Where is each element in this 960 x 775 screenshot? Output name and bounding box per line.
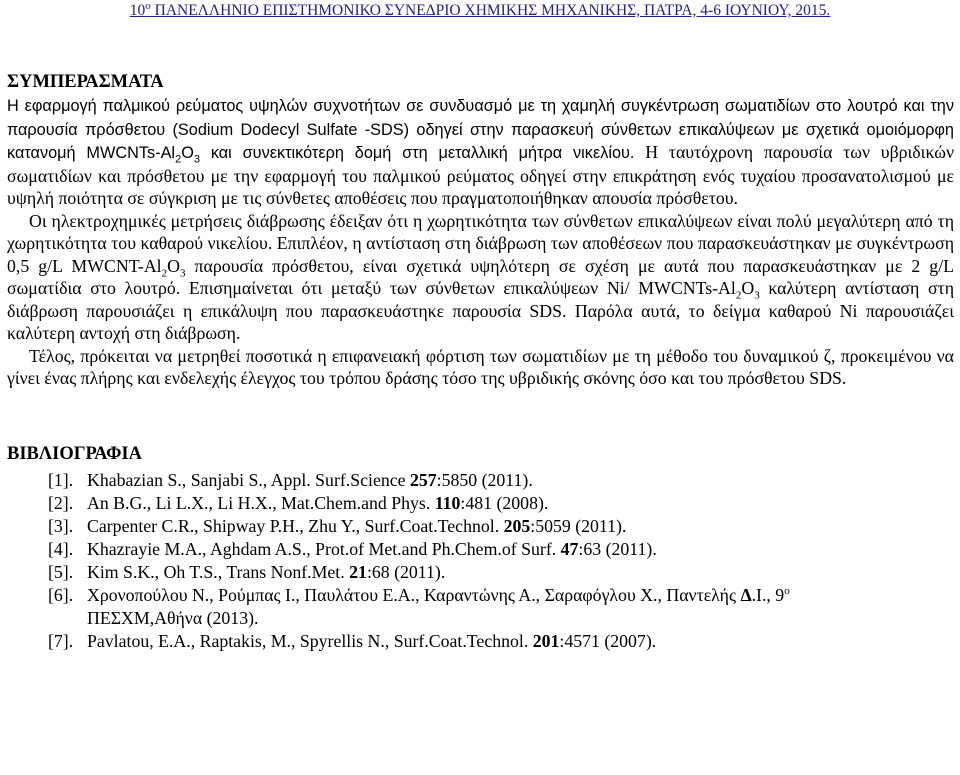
bibliography-heading: ΒΙΒΛΙΟΓΡΑΦΙΑ <box>7 443 142 464</box>
text-run: Χρονοπούλου Ν., Ρούμπας Ι., Παυλάτου Ε.Α., Καραντώνης Α., Σαραφόγλου Χ., Παντελής <box>87 584 741 605</box>
text-run: Kim S.K., Oh T.S., Trans Nonf.Met. <box>87 561 350 582</box>
subscript: 2 <box>735 289 742 302</box>
reference-number: [6]. <box>48 584 74 605</box>
reference-item <box>7 515 954 538</box>
reference-item <box>7 492 954 515</box>
volume: 110 <box>434 492 461 513</box>
author-initial: Δ <box>740 584 752 605</box>
subscript: 2 <box>175 153 182 166</box>
reference-text <box>85 584 790 630</box>
volume: 205 <box>503 515 531 536</box>
text-run: Pavlatou, E.A., Raptakis, M., Spyrellis N., Surf.Coat.Technol. <box>87 630 533 651</box>
conclusions-sentence-2: Η ταυτόχρονη παρουσία των υβριδικών σωματιδίων και πρόσθετου με την εφαρμογή του παλμικού ρεύματος οδηγεί στην επικράτηση ενός τυχαίου προσανατολισμού με υψηλή ποιότητα σε σύγκριση με τις σύνθετες αποθέσεις που πραγματοποιήθηκαν απουσία πρόσθετου. <box>7 142 954 208</box>
text-run: :5850 (2011). <box>436 469 533 490</box>
reference-text <box>85 515 626 538</box>
reference-number: [2]. <box>48 492 74 513</box>
reference-number: [5]. <box>48 561 74 582</box>
text-run: :4571 (2007). <box>559 630 657 651</box>
reference-text <box>85 630 656 653</box>
reference-item <box>7 469 954 492</box>
subscript: 3 <box>179 267 186 280</box>
text-run: Khabazian S., Sanjabi S., Appl. Surf.Science <box>87 469 410 490</box>
subscript: 3 <box>193 153 200 166</box>
volume: 21 <box>349 561 367 582</box>
volume: 47 <box>560 538 579 559</box>
reference-text <box>85 538 657 561</box>
volume: 257 <box>409 469 437 490</box>
conclusions-paragraph-1 <box>7 94 954 210</box>
reference-number: [3]. <box>48 515 74 536</box>
text-run: O <box>741 278 755 298</box>
text-run: παρουσία πρόσθετου, είναι σχετικά υψηλότερη σε σχέση με αυτά που παρασκευάστηκαν με 2 g/L σωματίδια στο λουτρό. Επισημαίνεται ότι μεταξύ των σύνθετων επικαλύψεων Ni/ MWCNTs-Al <box>7 255 955 298</box>
reference-number: [1]. <box>48 469 74 490</box>
reference-list <box>7 469 954 653</box>
text-run: O <box>167 255 180 276</box>
header-number: 10 <box>129 2 146 19</box>
text-run: :63 (2011). <box>578 538 657 559</box>
page-content <box>7 70 954 653</box>
conclusions-paragraph-3: Τέλος, πρόκειται να μετρηθεί ποσοτικά η επιφανειακή φόρτιση των σωματιδίων με τη μέθοδο του δυναμικού ζ, προκειμένου να γίνει ένας πλήρης και ενδελεχής έλεγχος του τρόπου δράσης τόσο της υβριδικής σκόνης όσο και του πρόσθετου SDS. <box>7 345 954 388</box>
reference-item <box>7 630 954 653</box>
text-run: An B.G., Li L.X., Li H.X., Mat.Chem.and Phys. <box>87 492 435 513</box>
reference-text <box>85 469 533 492</box>
text-run: ΠΕΣΧΜ,Αθήνα (2013). <box>87 607 259 628</box>
text-run: Carpenter C.R., Shipway P.H., Zhu Y., Surf.Coat.Technol. <box>87 515 504 536</box>
text-run: .Ι., 9 <box>751 584 785 605</box>
text-run: Οι ηλεκτροχημικές μετρήσεις διάβρωσης έδειξαν ότι η χωρητικότητα των σύνθετων επικαλύψεων είναι πολύ μεγαλύτερη από τη χωρητικότητα του καθαρού νικελίου. Επιπλέον, η αντίσταση στη διάβρωση των αποθέσεων που παρασκευάστηκαν με συγκέντρωση 0,5 g/L MWCNT-Al <box>7 210 954 276</box>
text-run: O <box>181 144 194 162</box>
subscript: 3 <box>754 289 760 302</box>
volume: 201 <box>532 630 560 651</box>
text-run: και συνεκτικότερη δομή στη μεταλλική μήτρα νικελίου. <box>199 144 635 162</box>
text-run: :5059 (2011). <box>530 515 627 536</box>
reference-text <box>85 561 445 584</box>
reference-number: [4]. <box>48 538 74 559</box>
conclusions-heading: ΣΥΜΠΕΡΑΣΜΑΤΑ <box>7 72 164 92</box>
reference-text <box>85 492 548 515</box>
header-ordinal: ο <box>145 0 151 12</box>
section-spacer <box>7 390 954 442</box>
text-run: καλύτερη αντίσταση στη διάβρωση παρουσιάζει η επικάλυψη που παρασκευάστηκε παρουσία SDS. Παρόλα αυτά, το δείγμα καθαρού Ni παρουσιάζει καλύτερη αντοχή στη διάβρωση. <box>7 278 954 343</box>
conference-header <box>0 2 960 20</box>
text-run: :481 (2008). <box>460 492 549 513</box>
subscript: 2 <box>161 267 168 280</box>
text-run: Khazrayie M.A., Aghdam A.S., Prot.of Met.and Ph.Chem.of Surf. <box>87 538 561 559</box>
text-run: :68 (2011). <box>366 561 446 582</box>
reference-item <box>7 561 954 584</box>
header-text: ΠΑΝΕΛΛΗΝΙΟ ΕΠΙΣΤΗΜΟΝΙΚΟ ΣΥΝΕΔΡΙΟ ΧΗΜΙΚΗΣ ΜΗΧΑΝΙΚΗΣ, ΠΑΤΡΑ, 4-6 ΙΟΥΝΙΟΥ, 2015. <box>150 2 831 19</box>
text-run: Η εφαρμογή παλμικού ρεύματος υψηλών συχνοτήτων σε συνδυασμό με τη χαμηλή συγκέντρωση σωματιδίων στο λουτρό και την παρουσία πρόσθετου (Sodium Dodecyl Sulfate -SDS) οδηγεί στην παρασκευή σύνθετων επικαλύψεων με σχετικά ομοιόμορφη κατανομή MWCNTs-Al <box>7 97 954 162</box>
ordinal-superscript: ο <box>784 584 790 597</box>
reference-item <box>7 584 954 630</box>
conclusions-paragraph-2 <box>7 210 954 345</box>
reference-item <box>7 538 954 561</box>
reference-number: [7]. <box>48 630 74 651</box>
